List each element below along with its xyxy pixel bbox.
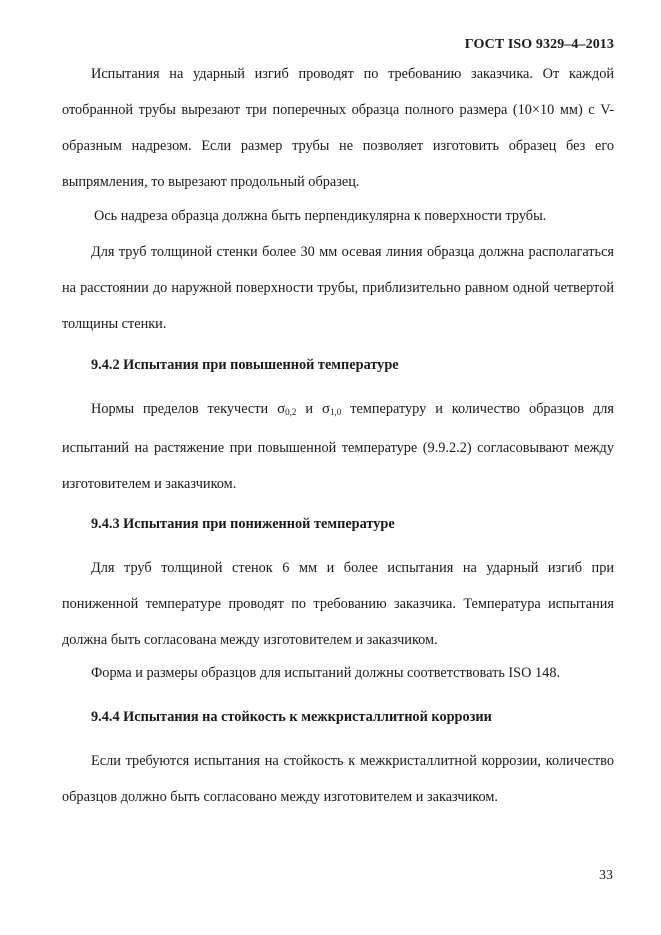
page-number: 33 (599, 868, 613, 883)
document-header: ГОСТ ISO 9329–4–2013 (464, 37, 614, 52)
paragraph-thick-wall: Для труб толщиной стенки более 30 мм осевая линия образца должна располагаться на расстоянии до наружной поверхности трубы, приблизительно равном одной четвертой толщины стенки. (62, 244, 614, 332)
section-notch (62, 198, 614, 234)
sigma-subscript-2: 1,0 (330, 407, 342, 417)
section-thick-wall (62, 234, 614, 342)
yield-text-and: и (296, 401, 322, 417)
section-intro (62, 56, 614, 200)
section-elevated (62, 391, 614, 502)
heading-low-temperature: 9.4.3 Испытания при пониженной температуре (91, 516, 395, 532)
section-specimen-form (62, 655, 614, 691)
paragraph-corrosion: Если требуются испытания на стойкость к межкристаллитной коррозии, количество образцов должно быть согласовано между изготовителем и заказчиком. (62, 753, 614, 805)
sigma-symbol-2: σ (321, 401, 331, 417)
paragraph-specimen-form: Форма и размеры образцов для испытаний должны соответствовать ISO 148. (91, 665, 561, 681)
paragraph-yield-strength (62, 391, 614, 502)
heading-elevated-temperature: 9.4.2 Испытания при повышенной температуре (91, 357, 399, 373)
section-heading-corrosion (62, 707, 614, 727)
sigma-symbol-1: σ (277, 401, 286, 417)
sigma-subscript-1: 0,2 (285, 407, 297, 417)
section-low (62, 550, 614, 658)
paragraph-low-temperature: Для труб толщиной стенок 6 мм и более испытания на ударный изгиб при пониженной температуре проводят по требованию заказчика. Температура испытания должна быть согласована между изготовителем и заказчиком. (62, 560, 614, 648)
section-corrosion (62, 743, 614, 815)
yield-text-start: Нормы пределов текучести (91, 401, 278, 417)
heading-intergranular-corrosion: 9.4.4 Испытания на стойкость к межкристаллитной коррозии (91, 709, 492, 725)
section-heading-low (62, 514, 614, 534)
yield-text-end: температуру и количество образцов для испытаний на растяжение при повышенной температуре (9.9.2.2) согласовывают между изготовителем и заказчиком. (62, 401, 614, 492)
paragraph-notch-axis: Ось надреза образца должна быть перпендикулярна к поверхности трубы. (94, 208, 547, 224)
paragraph-impact-test: Испытания на ударный изгиб проводят по требованию заказчика. От каждой отобранной трубы вырезают три поперечных образца полного размера (10×10 мм) с V-образным надрезом. Если размер трубы не позволяет изготовить образец без его выпрямления, то вырезают продольный образец. (62, 66, 614, 190)
section-heading-elevated (62, 355, 614, 375)
